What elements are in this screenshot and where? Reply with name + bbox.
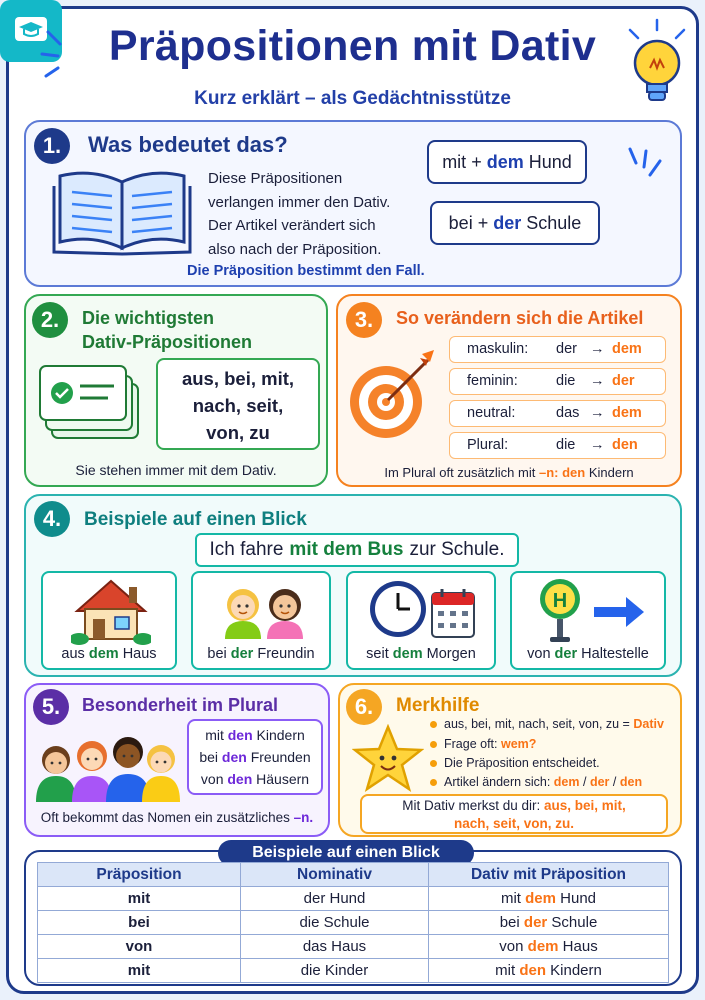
arrow-icon: → [590, 437, 605, 453]
memo-box [360, 794, 668, 834]
bullet-text: Die Präposition entscheidet. [444, 756, 600, 770]
memo-line [362, 797, 666, 815]
example-card-von-der-haltestelle [510, 571, 666, 670]
footer-noun: Kindern [588, 465, 634, 480]
section-6-title: Merkhilfe [396, 695, 480, 716]
bullet-separator: / [582, 775, 587, 789]
arrow-icon: → [590, 405, 605, 421]
bubble-prep: bei [448, 212, 473, 233]
cell-prep: von [499, 938, 524, 955]
memo-line [362, 815, 666, 833]
examples-table [37, 862, 669, 983]
example-article: der [230, 646, 254, 662]
memo-text: Mit Dativ merkst du dir: [402, 798, 541, 813]
plural-prep: von [200, 771, 224, 787]
example-card-aus-dem-haus [41, 571, 177, 670]
table-cell: der Hund [241, 887, 429, 911]
bubble-article: der [493, 212, 522, 233]
section-4-number: 4. [34, 501, 70, 537]
bubble-plus: + [477, 212, 489, 233]
bullet-text: aus, bei, mit, nach, seit, von, zu = [444, 717, 630, 731]
section-6-number: 6. [346, 689, 382, 725]
preposition-list-line: nach, seit, [192, 395, 284, 416]
speech-bubble-bei-der-schule [430, 201, 600, 245]
cell-prep: bei [499, 914, 520, 931]
column-header: Dativ mit Präposition [429, 863, 669, 887]
table-cell: mit [38, 959, 241, 983]
star-icon [352, 724, 424, 794]
clock-calendar-icon [368, 577, 478, 643]
plural-article: den [227, 727, 253, 743]
cell-noun: Kindern [550, 962, 602, 979]
article-to: dem [612, 341, 642, 357]
table-cell: von [38, 935, 241, 959]
section-2-footer: Sie stehen immer mit dem Dativ. [75, 462, 277, 478]
checklist-cards-icon [38, 362, 144, 448]
article-row-feminin [449, 368, 666, 395]
article-label: maskulin: [467, 341, 529, 357]
cell-prep: mit [500, 890, 521, 907]
bullet-highlight: Dativ [633, 717, 664, 731]
section-5-title: Besonderheit im Plural [82, 695, 279, 715]
section-1-summary: Die Präposition bestimmt den Fall. [187, 263, 425, 279]
example-caption [512, 646, 664, 662]
bullet-separator: / [612, 775, 617, 789]
memo-highlight: nach, seit, von, zu. [453, 816, 575, 831]
footer-highlight: –n. [293, 810, 314, 825]
table-cell: mit [38, 887, 241, 911]
table-header-row [38, 863, 669, 887]
plural-noun: Kindern [256, 727, 305, 743]
bubble-prep: mit [442, 151, 467, 172]
example-prep: von [527, 646, 551, 662]
section-2-number: 2. [32, 302, 68, 338]
bus-stop-icon [536, 577, 648, 645]
example-caption [193, 646, 329, 662]
cell-noun: Schule [551, 914, 598, 931]
cell-article: dem [525, 890, 556, 907]
section-2-title [82, 306, 252, 354]
section-5-footer [24, 810, 330, 825]
example-noun: Haus [122, 646, 157, 662]
table-row [38, 935, 669, 959]
open-book-icon [52, 164, 192, 256]
plural-example-line [189, 746, 321, 768]
example-article: dem [392, 646, 423, 662]
bullet-highlight: der [589, 775, 610, 789]
bullet-highlight: dem [553, 775, 580, 789]
example-prep: bei [207, 646, 227, 662]
house-icon [71, 577, 151, 645]
footer-text: Oft bekommt das Nomen ein zusätzliches [40, 810, 290, 825]
right-rays-decoration [624, 145, 664, 187]
section-5-number: 5. [33, 689, 69, 725]
article-from: das [556, 405, 580, 421]
table-cell: bei [38, 911, 241, 935]
article-row-maskulin [449, 336, 666, 363]
section-3-footer [336, 465, 682, 480]
section-1-text-line: Diese Präpositionen [208, 170, 343, 187]
lightbulb-icon [622, 18, 692, 113]
cell-article: dem [527, 938, 559, 955]
section-1-text-line: verlangen immer den Dativ. [208, 193, 391, 211]
article-label: Plural: [467, 437, 509, 453]
footer-suffix: –n: [538, 465, 559, 480]
bullet-highlight: wem? [500, 737, 537, 751]
merkhilfe-bullet [444, 756, 600, 770]
section-2-title-line: Die wichtigsten [82, 308, 215, 328]
plural-example-line [189, 724, 321, 746]
article-to: der [612, 373, 635, 389]
example-caption [348, 646, 494, 662]
cell-prep: mit [495, 962, 516, 979]
example-card-bei-der-freundin [191, 571, 331, 670]
plural-noun: Häusern [256, 771, 310, 787]
cell-noun: Hund [560, 890, 597, 907]
plural-article: den [221, 749, 247, 765]
table-row [38, 959, 669, 983]
column-header: Nominativ [241, 863, 429, 887]
girls-icon [219, 577, 309, 643]
plural-article: den [227, 771, 253, 787]
plural-example-line [189, 768, 321, 790]
example-card-seit-dem-morgen [346, 571, 496, 670]
preposition-list-line: von, zu [206, 422, 270, 443]
table-cell: die Schule [241, 911, 429, 935]
section-1-text-line: Der Artikel verändert sich [208, 217, 376, 234]
svg-text:H: H [552, 590, 568, 612]
page-title: Präpositionen mit Dativ [108, 22, 597, 70]
table-cell [429, 887, 669, 911]
bubble-noun: Hund [528, 151, 572, 172]
dative-preposition-list [156, 358, 320, 450]
bullet-text: Frage oft: [444, 737, 498, 751]
memo-highlight: aus, bei, mit, [544, 798, 626, 813]
section-2-title-line: Dativ-Präpositionen [82, 332, 253, 352]
arrow-icon: → [590, 341, 605, 357]
plural-prep: mit [205, 727, 224, 743]
example-prep: aus [61, 646, 85, 662]
table-cell [429, 935, 669, 959]
bubble-noun: Schule [526, 212, 582, 233]
article-to: den [612, 437, 638, 453]
plural-prep: bei [199, 749, 219, 765]
bullet-text: Artikel ändern sich: [444, 775, 551, 789]
preposition-list-line: aus, bei, mit, [181, 368, 295, 389]
table-row [38, 887, 669, 911]
cell-article: den [519, 962, 546, 979]
example-article: der [554, 646, 578, 662]
cell-noun: Haus [562, 938, 598, 955]
sentence-highlight: mit dem Bus [289, 539, 404, 560]
example-sentence [195, 533, 519, 567]
section-1-text-line: also nach der Präposition. [208, 240, 382, 258]
bubble-plus: + [471, 151, 482, 172]
article-row-plural [449, 432, 666, 459]
section-3-title: So verändern sich die Artikel [396, 308, 644, 328]
example-noun: Morgen [426, 646, 476, 662]
article-from: der [556, 341, 577, 357]
section-4-title: Beispiele auf einen Blick [84, 509, 307, 530]
sentence-start: Ich fahre [209, 539, 284, 560]
section-1-text [208, 167, 390, 261]
article-row-neutral [449, 400, 666, 427]
section-1-number: 1. [34, 128, 70, 164]
article-from: die [556, 373, 576, 389]
merkhilfe-bullet [444, 737, 536, 751]
cell-article: der [523, 914, 548, 931]
example-noun: Haltestelle [581, 646, 649, 662]
page-subtitle: Kurz erklärt – als Gedächtnisstütze [194, 88, 511, 109]
article-label: neutral: [467, 405, 516, 421]
section-1-title: Was bedeutet das? [88, 132, 288, 157]
article-to: dem [612, 405, 642, 421]
footer-article: den [562, 465, 586, 480]
section-3-number: 3. [346, 302, 382, 338]
speech-bubble-mit-dem-hund [427, 140, 587, 184]
table-cell: das Haus [241, 935, 429, 959]
plural-noun: Freunden [250, 749, 311, 765]
column-header: Präposition [38, 863, 241, 887]
arrow-icon: → [590, 373, 605, 389]
table-cell: die Kinder [241, 959, 429, 983]
table-row [38, 911, 669, 935]
bubble-article: dem [486, 151, 524, 172]
article-from: die [556, 437, 576, 453]
table-cell [429, 911, 669, 935]
article-label: feminin: [467, 373, 518, 389]
plural-examples-box [187, 719, 323, 795]
example-caption [43, 646, 175, 662]
sentence-end: zur Schule. [409, 539, 505, 560]
merkhilfe-bullet [444, 717, 664, 731]
table-caption: Beispiele auf einen Blick [218, 840, 474, 866]
bullet-highlight: den [619, 775, 643, 789]
example-article: dem [88, 646, 119, 662]
example-prep: seit [366, 646, 389, 662]
footer-text: Im Plural oft zusätzlich mit [384, 465, 536, 480]
target-arrow-icon [344, 348, 440, 444]
merkhilfe-bullet [444, 775, 642, 789]
children-icon [34, 726, 180, 802]
table-cell [429, 959, 669, 983]
example-noun: Freundin [257, 646, 315, 662]
